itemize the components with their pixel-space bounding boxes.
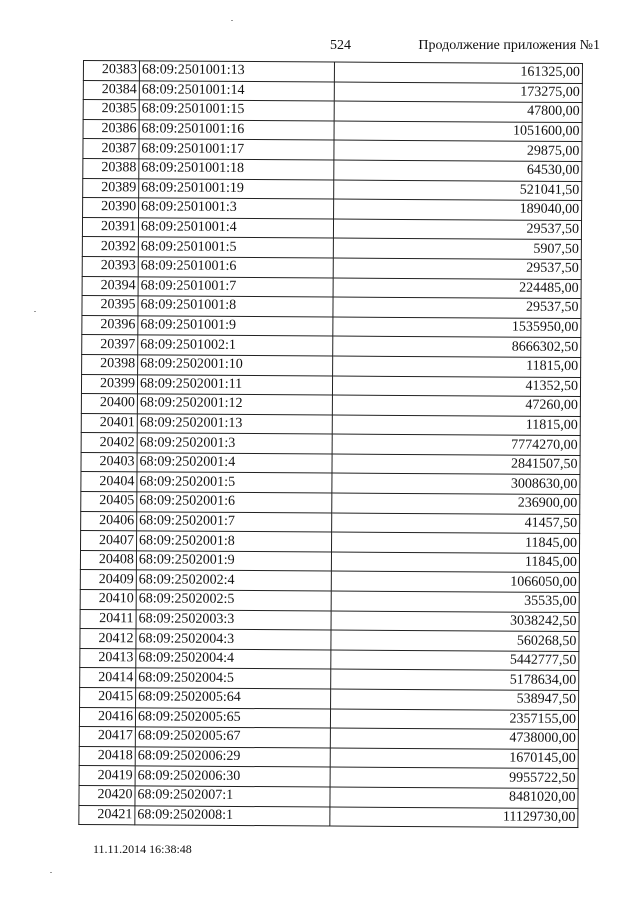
- table-row: [83, 178, 582, 201]
- row-number-cell: 20402: [81, 433, 137, 453]
- row-number-cell: 20413: [80, 648, 136, 668]
- cadastral-value-cell: 29875,00: [334, 140, 582, 161]
- table-row: [81, 374, 580, 397]
- cadastral-number-cell: 68:09:2501002:1: [138, 335, 333, 356]
- table-row: [81, 452, 580, 475]
- cadastral-value-cell: 29537,50: [333, 297, 581, 318]
- cadastral-number-cell: 68:09:2501001:9: [138, 316, 333, 337]
- cadastral-value-cell: 3008630,00: [332, 473, 580, 494]
- cadastral-value-cell: 3038242,50: [331, 611, 579, 632]
- row-number-cell: 20417: [79, 727, 135, 747]
- cadastral-value-cell: 47260,00: [332, 395, 580, 416]
- cadastral-value-cell: 2841507,50: [332, 454, 580, 475]
- cadastral-number-cell: 68:09:2502001:7: [137, 511, 332, 532]
- cadastral-number-cell: 68:09:2502005:64: [136, 688, 331, 709]
- cadastral-number-cell: 68:09:2501001:4: [138, 218, 333, 239]
- table-row: [80, 550, 579, 573]
- cadastral-number-cell: 68:09:2501001:16: [139, 120, 334, 141]
- cadastral-value-cell: 29537,50: [333, 258, 581, 279]
- scan-speck: [34, 311, 36, 312]
- cadastral-value-cell: 11815,00: [333, 356, 581, 377]
- table-row: [79, 707, 578, 730]
- row-number-cell: 20393: [82, 256, 138, 276]
- row-number-cell: 20396: [82, 315, 138, 335]
- table-row: [79, 727, 578, 750]
- cadastral-value-cell: 35535,00: [331, 591, 579, 612]
- print-timestamp: 11.11.2014 16:38:48: [93, 842, 192, 856]
- table-row: [82, 217, 581, 240]
- table-row: [82, 237, 581, 260]
- cadastral-number-cell: 68:09:2502004:4: [136, 649, 331, 670]
- table-row: [82, 354, 581, 377]
- row-number-cell: 20392: [82, 237, 138, 257]
- cadastral-number-cell: 68:09:2502005:67: [135, 727, 330, 748]
- row-number-cell: 20391: [82, 217, 138, 237]
- table-row: [80, 668, 579, 691]
- cadastral-number-cell: 68:09:2501001:3: [139, 198, 334, 219]
- cadastral-number-cell: 68:09:2502006:30: [135, 766, 330, 787]
- cadastral-number-cell: 68:09:2501001:8: [138, 296, 333, 317]
- cadastral-number-cell: 68:09:2501001:13: [139, 61, 334, 82]
- cadastral-value-cell: 4738000,00: [330, 728, 578, 749]
- cadastral-number-cell: 68:09:2502004:3: [136, 629, 331, 650]
- row-number-cell: 20399: [81, 374, 137, 394]
- cadastral-value-cell: 1051600,00: [334, 121, 582, 142]
- cadastral-value-cell: 538947,50: [331, 689, 579, 710]
- cadastral-value-cell: 173275,00: [334, 82, 582, 103]
- table-row: [81, 433, 580, 456]
- row-number-cell: 20418: [79, 746, 135, 766]
- cadastral-number-cell: 68:09:2502003:3: [136, 609, 331, 630]
- row-number-cell: 20388: [83, 158, 139, 178]
- row-number-cell: 20406: [81, 511, 137, 531]
- table-row: [81, 492, 580, 515]
- table-row: [79, 766, 578, 789]
- table-body: [79, 61, 583, 828]
- row-number-cell: 20386: [83, 119, 139, 139]
- table-row: [82, 256, 581, 279]
- cadastral-number-cell: 68:09:2501001:18: [139, 159, 334, 180]
- cadastral-value-cell: 11129730,00: [330, 807, 578, 828]
- page-number: 524: [330, 38, 351, 53]
- row-number-cell: 20401: [81, 413, 137, 433]
- cadastral-value-cell: 41352,50: [332, 376, 580, 397]
- table-row: [80, 687, 579, 710]
- table-row: [82, 335, 581, 358]
- table-row: [83, 80, 582, 103]
- cadastral-number-cell: 68:09:2501001:14: [139, 80, 334, 101]
- table-row: [81, 394, 580, 417]
- cadastral-value-cell: 2357155,00: [330, 709, 578, 730]
- cadastral-value-cell: 8481020,00: [330, 787, 578, 808]
- table-row: [80, 590, 579, 613]
- row-number-cell: 20397: [82, 335, 138, 355]
- cadastral-number-cell: 68:09:2501001:5: [138, 237, 333, 258]
- cadastral-value-cell: 521041,50: [334, 180, 582, 201]
- table-row: [79, 805, 578, 828]
- row-number-cell: 20412: [80, 629, 136, 649]
- cadastral-number-cell: 68:09:2501001:7: [138, 276, 333, 297]
- row-number-cell: 20410: [80, 590, 136, 610]
- cadastral-number-cell: 68:09:2502008:1: [135, 805, 330, 826]
- table-row: [80, 648, 579, 671]
- row-number-cell: 20390: [83, 198, 139, 218]
- row-number-cell: 20387: [83, 139, 139, 159]
- cadastral-number-cell: 68:09:2501001:17: [139, 139, 334, 160]
- cadastral-value-cell: 9955722,50: [330, 767, 578, 788]
- row-number-cell: 20415: [80, 687, 136, 707]
- table-row: [83, 61, 582, 84]
- cadastral-value-cell: 1535950,00: [333, 317, 581, 338]
- cadastral-value-table: [78, 60, 583, 828]
- cadastral-number-cell: 68:09:2502001:3: [137, 433, 332, 454]
- cadastral-number-cell: 68:09:2501001:15: [139, 100, 334, 121]
- row-number-cell: 20420: [79, 785, 135, 805]
- cadastral-number-cell: 68:09:2501001:19: [139, 178, 334, 199]
- cadastral-value-cell: 1066050,00: [331, 571, 579, 592]
- cadastral-value-cell: 64530,00: [334, 160, 582, 181]
- row-number-cell: 20400: [81, 394, 137, 414]
- cadastral-value-cell: 161325,00: [334, 62, 582, 83]
- cadastral-value-cell: 189040,00: [334, 199, 582, 220]
- row-number-cell: 20421: [79, 805, 135, 825]
- cadastral-number-cell: 68:09:2501001:6: [138, 257, 333, 278]
- cadastral-number-cell: 68:09:2502007:1: [135, 786, 330, 807]
- table-row: [83, 139, 582, 162]
- cadastral-value-cell: 8666302,50: [333, 336, 581, 357]
- table-row: [83, 198, 582, 221]
- cadastral-number-cell: 68:09:2502001:5: [137, 472, 332, 493]
- cadastral-value-cell: 1670145,00: [330, 748, 578, 769]
- row-number-cell: 20403: [81, 452, 137, 472]
- cadastral-value-cell: 224485,00: [333, 278, 581, 299]
- row-number-cell: 20394: [82, 276, 138, 296]
- cadastral-value-cell: 7774270,00: [332, 434, 580, 455]
- row-number-cell: 20404: [81, 472, 137, 492]
- table-row: [82, 296, 581, 319]
- table-row: [80, 570, 579, 593]
- cadastral-value-cell: 5178634,00: [331, 669, 579, 690]
- cadastral-number-cell: 68:09:2502001:9: [136, 551, 331, 572]
- cadastral-value-cell: 560268,50: [331, 630, 579, 651]
- table-row: [83, 158, 582, 181]
- cadastral-number-cell: 68:09:2502001:11: [137, 374, 332, 395]
- row-number-cell: 20411: [80, 609, 136, 629]
- row-number-cell: 20398: [82, 354, 138, 374]
- cadastral-value-cell: 11815,00: [332, 415, 580, 436]
- table-row: [81, 413, 580, 436]
- row-number-cell: 20419: [79, 766, 135, 786]
- row-number-cell: 20389: [83, 178, 139, 198]
- table-row: [83, 100, 582, 123]
- row-number-cell: 20405: [81, 492, 137, 512]
- row-number-cell: 20383: [83, 61, 139, 81]
- cadastral-number-cell: 68:09:2502001:13: [137, 414, 332, 435]
- cadastral-number-cell: 68:09:2502006:29: [135, 747, 330, 768]
- table-row: [81, 511, 580, 534]
- table-row: [82, 276, 581, 299]
- cadastral-value-cell: 11845,00: [331, 552, 579, 573]
- table-row: [79, 785, 578, 808]
- cadastral-number-cell: 68:09:2502001:6: [137, 492, 332, 513]
- cadastral-value-cell: 47800,00: [334, 101, 582, 122]
- cadastral-number-cell: 68:09:2502002:5: [136, 590, 331, 611]
- appendix-continuation-label: Продолжение приложения №1: [418, 38, 600, 53]
- table-row: [79, 746, 578, 769]
- cadastral-value-cell: 29537,50: [333, 219, 581, 240]
- cadastral-value-cell: 5907,50: [333, 238, 581, 259]
- table-row: [82, 315, 581, 338]
- cadastral-number-cell: 68:09:2502001:12: [137, 394, 332, 415]
- cadastral-number-cell: 68:09:2502001:4: [137, 453, 332, 474]
- cadastral-number-cell: 68:09:2502004:5: [136, 668, 331, 689]
- cadastral-number-cell: 68:09:2502001:10: [138, 355, 333, 376]
- row-number-cell: 20384: [83, 80, 139, 100]
- cadastral-value-cell: 236900,00: [332, 493, 580, 514]
- row-number-cell: 20385: [83, 100, 139, 120]
- row-number-cell: 20409: [80, 570, 136, 590]
- table-row: [80, 629, 579, 652]
- scan-speck: [231, 20, 233, 21]
- cadastral-value-cell: 11845,00: [332, 532, 580, 553]
- cadastral-number-cell: 68:09:2502001:8: [137, 531, 332, 552]
- row-number-cell: 20416: [79, 707, 135, 727]
- table-row: [81, 531, 580, 554]
- row-number-cell: 20414: [80, 668, 136, 688]
- cadastral-value-cell: 41457,50: [332, 513, 580, 534]
- row-number-cell: 20395: [82, 296, 138, 316]
- cadastral-number-cell: 68:09:2502002:4: [136, 570, 331, 591]
- row-number-cell: 20407: [81, 531, 137, 551]
- table-row: [81, 472, 580, 495]
- table-row: [80, 609, 579, 632]
- scan-speck: [50, 872, 52, 873]
- page-header: [0, 38, 640, 58]
- row-number-cell: 20408: [80, 550, 136, 570]
- cadastral-number-cell: 68:09:2502005:65: [135, 707, 330, 728]
- cadastral-value-cell: 5442777,50: [331, 650, 579, 671]
- table-row: [83, 119, 582, 142]
